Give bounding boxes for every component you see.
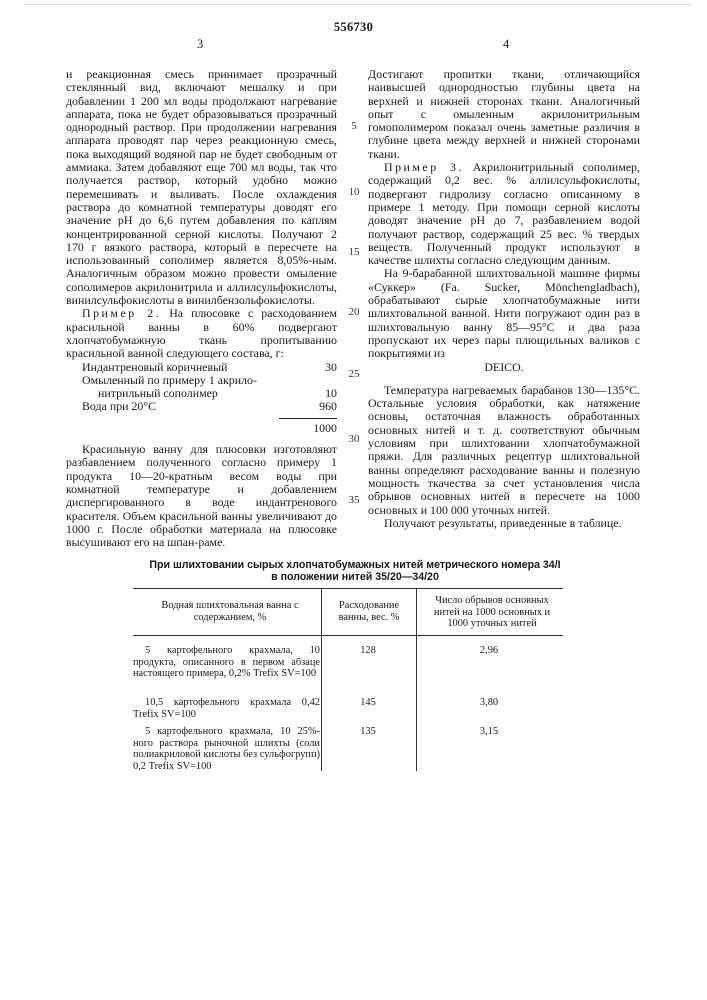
paragraph: Температура нагреваемых барабанов 130—135°С. Остальные условия обработки, как натяжение основы, остаточная влажность обработанных основных нитей и т. д. соответствуют обычным условиям при шлихтовании хлопчатобумажной пряжи. Для различных рецептур шлихтовальной ванны определяют расходование ванны и полезную мощность ткачества за счет установления числа обрывов основных нитей в пересчете на 1000 основных и 100 000 уточных нитей. [368, 382, 640, 517]
paragraph: и реакционная смесь принимает прозрачный стеклянный вид, включают мешалку и при добавлении 1 200 мл воды продолжают нагревание аппарата, пока не будет образовываться прозрачный однородный раствор. При продолжении нагревания аппарата проводят пар через реакционную смесь, пока выходящий водяной пар не будет свободным от аммиака. Затем добавляют еще 700 мл воды, так что получается раствор, который удобно можно перемешивать и выливать. После охлаждения раствора до комнатной температуры доводят его значение pH до 6,6 путем добавления по каплям концентрированной серной кислоты. Получают 2 170 г вязкого раствора, который в пересчете на использованный сополимер является 8,05%-ным. Аналогичным образом можно провести омыление сополимеров акрилонитрила и аллилсульфокислоты, винилсульфокислоты в винилбензольфокислоты. [66, 67, 337, 308]
header-breaks: Число обрывов основных нитей на 1000 основных и 1000 уточных нитей [433, 595, 551, 629]
recipe-item [82, 361, 337, 374]
recipe-total: 1000 [313, 420, 337, 435]
paragraph-text: Акрилонитрильный сополимер, содержащий 0,2 вес. % аллилсульфокислоты, подвергают гидролизу согласно описанному в примере 1 методу. При помощи серной кислоты доводят значение pH до 7, разбавлением водой получают раствор, содержащий 25 вес. % твердых веществ. Полученный продукт используют в качестве шлихты согласно следующим данным. [368, 160, 640, 268]
paragraph: На 9-барабанной шлихтовальной машине фирмы «Суккер» (Fa. Sucker, Mönchengladbach), обрабатывают сырые хлопчатобумажные нити шлихтовальной ванной. Нити погружают один раз в шлихтовальную ванну 85—95°С и два раза пропускают их через пары плющильных валиков с покрытиями из [368, 266, 640, 361]
paragraph: Получают результаты, приведенные в таблице. [384, 515, 622, 530]
recipe-name: нитрильный сополимер [98, 386, 218, 401]
recipe-value: 10 [325, 386, 337, 401]
recipe-value: 30 [325, 359, 337, 374]
cell-composition: 5 картофельного крахмала, 10 продукта, описанного в первом абзаце настоящего примера, 0,2% Trefix SV=100 [133, 645, 320, 679]
cell-breaks: 3,80 [479, 697, 499, 708]
paragraph: Достигают пропитки ткани, отличающийся наивысшей однородностью глубины цвета на верхней и нижней сторонах ткани. Аналогичный опыт с омыленным акрилонитрильным гомополимером показал очень заметные различия в глубине цвета между верхней и нижней сторонами ткани. [368, 67, 640, 161]
recipe-value [297, 374, 337, 387]
recipe-name: Индантреновый коричневый [82, 359, 228, 374]
page-number-right: 4 [503, 37, 510, 51]
recipe-list [82, 361, 337, 435]
cell-composition: 5 картофельного крахмала, 10 25%-ного раствора рыночной шлихты (соли полиакриловой кислоты без сульфогрупп) 0,2 Trefix SV=100 [133, 726, 320, 772]
header-composition: Водная шлихтовальная ванна с содержанием, % [161, 600, 299, 623]
line-number: 25 [348, 368, 360, 380]
recipe-name: Вода при 20°С [82, 399, 157, 414]
recipe-item [82, 400, 337, 413]
table-caption [80, 559, 630, 583]
caption-line: При шлихтовании сырых хлопчатобумажных нитей метрического номера 34/I [149, 559, 561, 571]
table-row [133, 645, 320, 680]
page-number-left: 3 [197, 37, 204, 51]
table-top-rule [133, 588, 563, 589]
example-label: Пример 3. [384, 160, 464, 175]
line-number: 10 [348, 186, 360, 198]
right-column [368, 68, 640, 530]
header-consumption: Расходование ванны, вес. % [338, 600, 400, 623]
scan-edge-line [25, 4, 692, 5]
line-number: 30 [348, 433, 360, 445]
paragraph-text: На плюсовке с расходованием красильной ванны в 60% подвергают хлопчатобумажную ткань пропитыванию красильной ванной следующего состава, г: [66, 306, 337, 361]
line-number: 5 [351, 120, 357, 132]
recipe-name: Омыленный по примеру 1 акрило- [82, 372, 257, 387]
column-divider [416, 589, 417, 771]
table-row [133, 697, 320, 720]
caption-line: в положении нитей 35/20—34/20 [271, 571, 439, 583]
cell-breaks: 2,96 [479, 645, 499, 656]
recipe-item [82, 374, 337, 387]
cell-consumption: 135 [360, 726, 376, 737]
paragraph-example-3 [368, 161, 640, 267]
patent-number: 556730 [333, 20, 374, 34]
paragraph-end: DEICO. [484, 359, 524, 374]
recipe-item [82, 387, 337, 400]
left-column [66, 68, 337, 549]
cell-consumption: 145 [360, 697, 376, 708]
line-number: 20 [348, 306, 360, 318]
example-label: Пример 2. [82, 306, 162, 321]
recipe-value: 960 [319, 399, 337, 414]
line-number: 15 [348, 246, 360, 258]
table-header-rule [133, 635, 563, 636]
cell-consumption: 128 [360, 645, 376, 656]
paragraph: Красильную ванну для плюсовки изготовляют разбавлением полученного согласно примеру 1 продукта 10—20-кратным весом воды при комнатной температуре и добавлением диспергированного в воде индантренового красителя. Объем красильной ванны увеличивают до 1000 г. После обработки материала на плюсовке высушивают его на шпан-раме. [66, 442, 337, 550]
line-number: 35 [348, 494, 360, 506]
sum-rule [279, 418, 337, 419]
paragraph-example-2 [66, 307, 337, 360]
table-row [133, 726, 320, 772]
column-divider [321, 589, 322, 771]
cell-composition: 10,5 картофельного крахмала 0,42 Trefix SV=100 [133, 697, 320, 720]
cell-breaks: 3,15 [479, 726, 499, 737]
